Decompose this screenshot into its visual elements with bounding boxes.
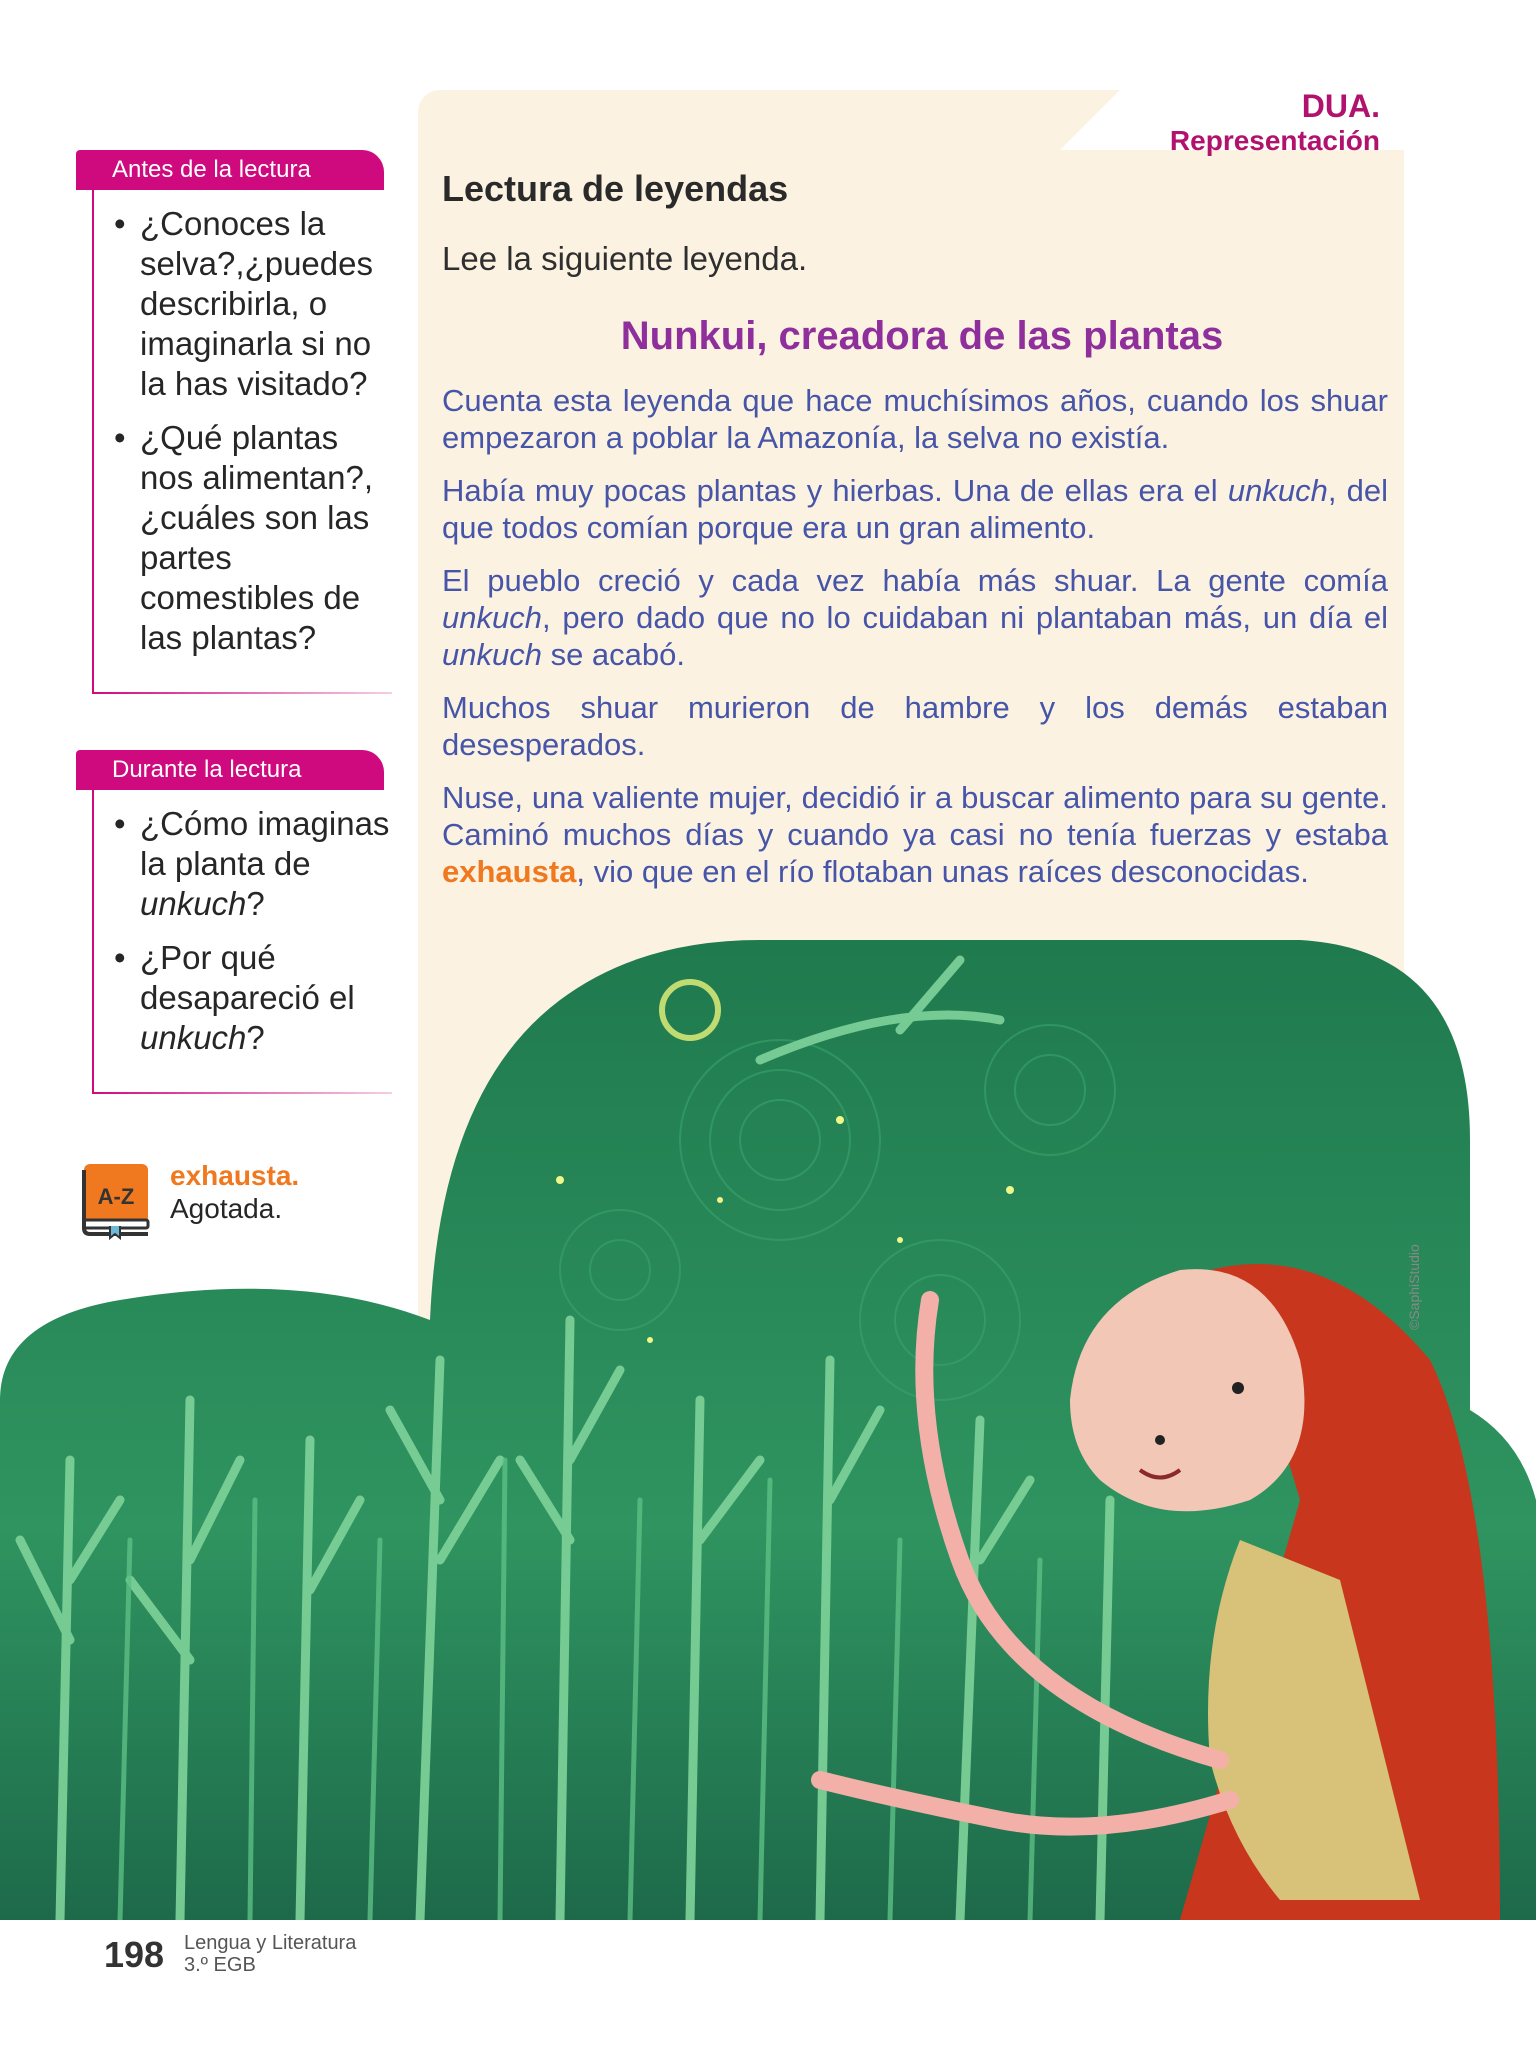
subject-label: Lengua y Literatura 3.º EGB [184,1932,357,1976]
during-reading-header: Durante la lectura [76,750,384,790]
story-title: Nunkui, creadora de las plantas [620,314,1224,358]
glossary-definition: Agotada. [170,1193,283,1224]
story-paragraph: Muchos shuar murieron de hambre y los demás estaban desesperados. [442,690,1388,762]
image-credit: ©SaphiStudio [1406,1244,1422,1330]
story-paragraph: El pueblo creció y cada vez había más shuar. La gente comía unkuch, pero dado que no lo cuidaban ni plantaban más, un día el unkuch se acabó. [442,563,1388,672]
instruction-text: Lee la siguiente leyenda. [442,240,808,277]
question-item: • ¿Cómo imaginas la planta de unkuch? [114,804,394,924]
dua-label: DUA. [1301,88,1380,124]
svg-text:A-Z: A-Z [97,1184,135,1209]
question-item: • ¿Conoces la selva?,¿puedes describirla, o imaginarla si no la has visitado? [114,204,394,404]
page-number: 198 [104,1934,165,1975]
glossary-word: exhausta. [170,1160,300,1191]
divider [92,692,392,694]
story-paragraph: Cuenta esta leyenda que hace muchísimos años, cuando los shuar empezaron a poblar la Amazonía, la selva no existía. [442,383,1388,455]
glossary-keyword-link[interactable]: exhausta [442,854,577,889]
section-title: Lectura de leyendas [442,168,789,209]
before-reading-header: Antes de la lectura [76,150,384,190]
question-item: • ¿Qué plantas nos alimentan?, ¿cuáles son las partes comestibles de las plantas? [114,418,394,658]
story-body [442,382,1388,906]
dua-badge [1170,88,1380,157]
before-reading-box [92,190,394,692]
dua-sublabel: Representación [1169,124,1380,156]
story-paragraph: Había muy pocas plantas y hierbas. Una de ellas era el unkuch, del que todos comían porque era un gran alimento. [442,473,1388,545]
question-item: • ¿Por qué desapareció el unkuch? [114,938,394,1058]
forest-illustration [0,940,1536,1920]
story-paragraph: Nuse, una valiente mujer, decidió ir a buscar alimento para su gente. Caminó muchos días y cuando ya casi no tenía fuerzas y estaba exhausta, vio que en el río flotaban unas raíces desconocidas. [442,780,1388,889]
